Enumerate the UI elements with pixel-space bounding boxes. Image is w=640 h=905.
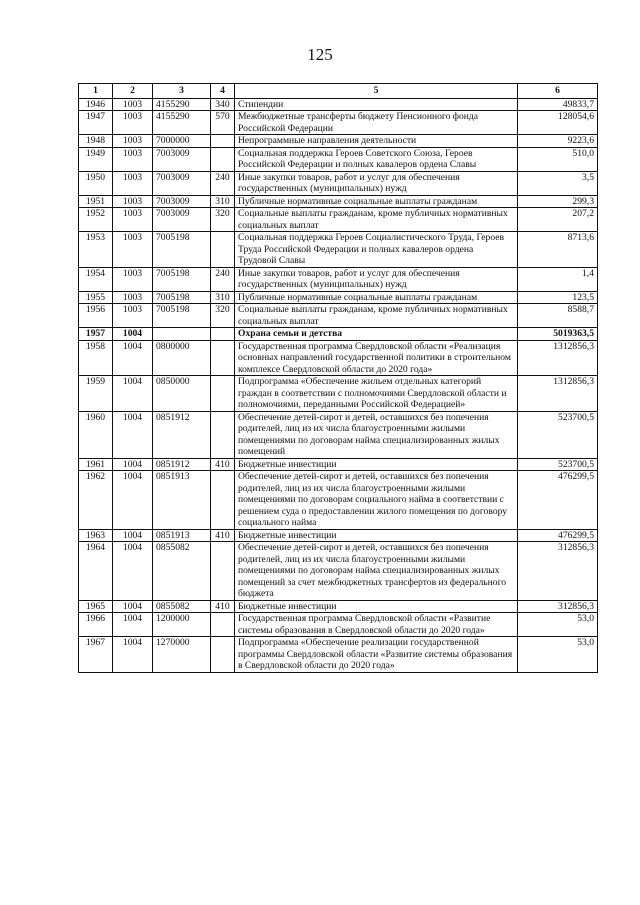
amount-cell: 8588,7 [518,304,598,328]
expense-type-cell: 320 [211,208,235,232]
expense-type-cell: 410 [211,600,235,613]
section-code-cell: 1004 [113,529,153,542]
row-number-cell: 1966 [79,613,113,637]
amount-cell: 128054,6 [518,111,598,135]
expense-type-cell: 340 [211,98,235,111]
row-number-cell: 1960 [79,411,113,458]
target-article-cell: 1200000 [153,613,211,637]
amount-cell: 523700,5 [518,411,598,458]
table-row [79,147,598,171]
column-header: 4 [211,84,235,99]
row-number-cell: 1947 [79,111,113,135]
table-row [79,600,598,613]
table-row [79,195,598,208]
expense-type-cell [211,471,235,530]
page-number: 125 [307,45,333,64]
target-article-cell: 7003009 [153,147,211,171]
item-name-cell: Бюджетные инвестиции [235,458,518,471]
row-number-cell: 1967 [79,637,113,673]
amount-cell: 207,2 [518,208,598,232]
item-name-cell: Социальная поддержка Героев Советского Союза, Героев Российской Федерации и полных кавалеров ордена Славы [235,147,518,171]
table-row [79,111,598,135]
section-code-cell: 1004 [113,376,153,412]
row-number-cell: 1958 [79,340,113,376]
expense-type-cell: 240 [211,171,235,195]
expense-type-cell [211,135,235,148]
expense-type-cell: 410 [211,529,235,542]
target-article-cell: 7003009 [153,171,211,195]
table-row [79,340,598,376]
row-number-cell: 1961 [79,458,113,471]
target-article-cell: 0855082 [153,542,211,601]
section-code-cell: 1004 [113,458,153,471]
amount-cell: 476299,5 [518,529,598,542]
target-article-cell: 4155290 [153,111,211,135]
item-name-cell: Социальная поддержка Героев Социалистического Труда, Героев Труда Российской Федерации и полных кавалеров ордена Трудовой Славы [235,232,518,268]
row-number-cell: 1949 [79,147,113,171]
amount-cell: 53,0 [518,637,598,673]
column-header: 1 [79,84,113,99]
target-article-cell: 7003009 [153,208,211,232]
expense-type-cell: 310 [211,291,235,304]
amount-cell: 523700,5 [518,458,598,471]
section-code-cell: 1004 [113,328,153,341]
table-row [79,637,598,673]
table-row [79,135,598,148]
budget-table [78,83,598,673]
table-row [79,232,598,268]
expense-type-cell [211,542,235,601]
table-row [79,171,598,195]
section-code-cell: 1003 [113,111,153,135]
item-name-cell: Охрана семьи и детства [235,328,518,341]
item-name-cell: Иные закупки товаров, работ и услуг для обеспечения государственных (муниципальных) нужд [235,267,518,291]
expense-type-cell [211,147,235,171]
section-code-cell: 1004 [113,542,153,601]
item-name-cell: Социальные выплаты гражданам, кроме публичных нормативных социальных выплат [235,304,518,328]
section-code-cell: 1004 [113,340,153,376]
expense-type-cell [211,376,235,412]
expense-type-cell: 240 [211,267,235,291]
item-name-cell: Публичные нормативные социальные выплаты гражданам [235,195,518,208]
section-code-cell: 1004 [113,613,153,637]
target-article-cell: 7000000 [153,135,211,148]
target-article-cell: 7005198 [153,304,211,328]
expense-type-cell [211,613,235,637]
row-number-cell: 1962 [79,471,113,530]
target-article-cell: 0855082 [153,600,211,613]
column-header: 5 [235,84,518,99]
item-name-cell: Межбюджетные трансферты бюджету Пенсионного фонда Российской Федерации [235,111,518,135]
column-header: 6 [518,84,598,99]
expense-type-cell: 310 [211,195,235,208]
section-code-cell: 1003 [113,98,153,111]
item-name-cell: Подпрограмма «Обеспечение жильем отдельных категорий граждан в соответствии с полномочиями Свердловской области и полномочиями, переданными Российской Федерацией» [235,376,518,412]
section-code-cell: 1003 [113,267,153,291]
target-article-cell: 7005198 [153,232,211,268]
row-number-cell: 1955 [79,291,113,304]
table-row [79,98,598,111]
target-article-cell: 0851912 [153,458,211,471]
amount-cell: 1312856,3 [518,376,598,412]
row-number-cell: 1963 [79,529,113,542]
row-number-cell: 1952 [79,208,113,232]
table-row [79,328,598,341]
row-number-cell: 1956 [79,304,113,328]
item-name-cell: Подпрограмма «Обеспечение реализации государственной программы Свердловской области «Развитие системы образования в Свердловской области до 2020 года» [235,637,518,673]
section-code-cell: 1003 [113,291,153,304]
section-code-cell: 1004 [113,471,153,530]
amount-cell: 9223,6 [518,135,598,148]
amount-cell: 5019363,5 [518,328,598,341]
target-article-cell [153,328,211,341]
amount-cell: 49833,7 [518,98,598,111]
table-row [79,304,598,328]
table-row [79,542,598,601]
section-code-cell: 1003 [113,195,153,208]
expense-type-cell: 570 [211,111,235,135]
amount-cell: 312856,3 [518,600,598,613]
target-article-cell: 0850000 [153,376,211,412]
item-name-cell: Бюджетные инвестиции [235,529,518,542]
item-name-cell: Стипендии [235,98,518,111]
item-name-cell: Социальные выплаты гражданам, кроме публичных нормативных социальных выплат [235,208,518,232]
row-number-cell: 1951 [79,195,113,208]
section-code-cell: 1003 [113,304,153,328]
amount-cell: 1,4 [518,267,598,291]
expense-type-cell [211,328,235,341]
table-row [79,529,598,542]
column-header: 2 [113,84,153,99]
item-name-cell: Государственная программа Свердловской области «Реализация основных направлений государственной политики в строительном комплексе Свердловской области до 2020 года» [235,340,518,376]
table-row [79,208,598,232]
target-article-cell: 7005198 [153,267,211,291]
row-number-cell: 1946 [79,98,113,111]
item-name-cell: Непрограммные направления деятельности [235,135,518,148]
row-number-cell: 1964 [79,542,113,601]
amount-cell: 510,0 [518,147,598,171]
amount-cell: 8713,6 [518,232,598,268]
amount-cell: 312856,3 [518,542,598,601]
item-name-cell: Бюджетные инвестиции [235,600,518,613]
row-number-cell: 1954 [79,267,113,291]
row-number-cell: 1953 [79,232,113,268]
section-code-cell: 1004 [113,600,153,613]
target-article-cell: 1270000 [153,637,211,673]
row-number-cell: 1959 [79,376,113,412]
row-number-cell: 1957 [79,328,113,341]
item-name-cell: Обеспечение детей-сирот и детей, оставшихся без попечения родителей, лиц из их числа благоустроенными жилыми помещениями по договорам социального найма в соответствии с решением суда о предоставлении жилого помещения по договору социального найма [235,471,518,530]
target-article-cell: 4155290 [153,98,211,111]
target-article-cell: 0800000 [153,340,211,376]
item-name-cell: Публичные нормативные социальные выплаты гражданам [235,291,518,304]
target-article-cell: 0851912 [153,411,211,458]
row-number-cell: 1948 [79,135,113,148]
expense-type-cell: 410 [211,458,235,471]
table-header-row [79,84,598,99]
row-number-cell: 1965 [79,600,113,613]
table-row [79,411,598,458]
expense-type-cell [211,232,235,268]
table-row [79,267,598,291]
item-name-cell: Обеспечение детей-сирот и детей, оставшихся без попечения родителей, лиц из их числа благоустроенными жилыми помещениями по договорам найма специализированных жилых помещений [235,411,518,458]
item-name-cell: Иные закупки товаров, работ и услуг для обеспечения государственных (муниципальных) нужд [235,171,518,195]
target-article-cell: 0851913 [153,471,211,530]
amount-cell: 476299,5 [518,471,598,530]
amount-cell: 1312856,3 [518,340,598,376]
table-row [79,613,598,637]
expense-type-cell [211,637,235,673]
target-article-cell: 7003009 [153,195,211,208]
table-row [79,376,598,412]
table-row [79,458,598,471]
table-row [79,471,598,530]
expense-type-cell: 320 [211,304,235,328]
section-code-cell: 1003 [113,171,153,195]
table-row [79,291,598,304]
amount-cell: 53,0 [518,613,598,637]
expense-type-cell [211,340,235,376]
amount-cell: 299,3 [518,195,598,208]
table-body [79,98,598,672]
section-code-cell: 1003 [113,135,153,148]
expense-type-cell [211,411,235,458]
target-article-cell: 7005198 [153,291,211,304]
section-code-cell: 1004 [113,637,153,673]
section-code-cell: 1003 [113,208,153,232]
section-code-cell: 1004 [113,411,153,458]
item-name-cell: Обеспечение детей-сирот и детей, оставшихся без попечения родителей, лиц из их числа благоустроенными жилыми помещениями по договорам найма специализированных жилых помещений за счет межбюджетных трансфертов из федерального бюджета [235,542,518,601]
section-code-cell: 1003 [113,147,153,171]
column-header: 3 [153,84,211,99]
amount-cell: 123,5 [518,291,598,304]
item-name-cell: Государственная программа Свердловской области «Развитие системы образования в Свердловской области до 2020 года» [235,613,518,637]
section-code-cell: 1003 [113,232,153,268]
row-number-cell: 1950 [79,171,113,195]
target-article-cell: 0851913 [153,529,211,542]
amount-cell: 3,5 [518,171,598,195]
